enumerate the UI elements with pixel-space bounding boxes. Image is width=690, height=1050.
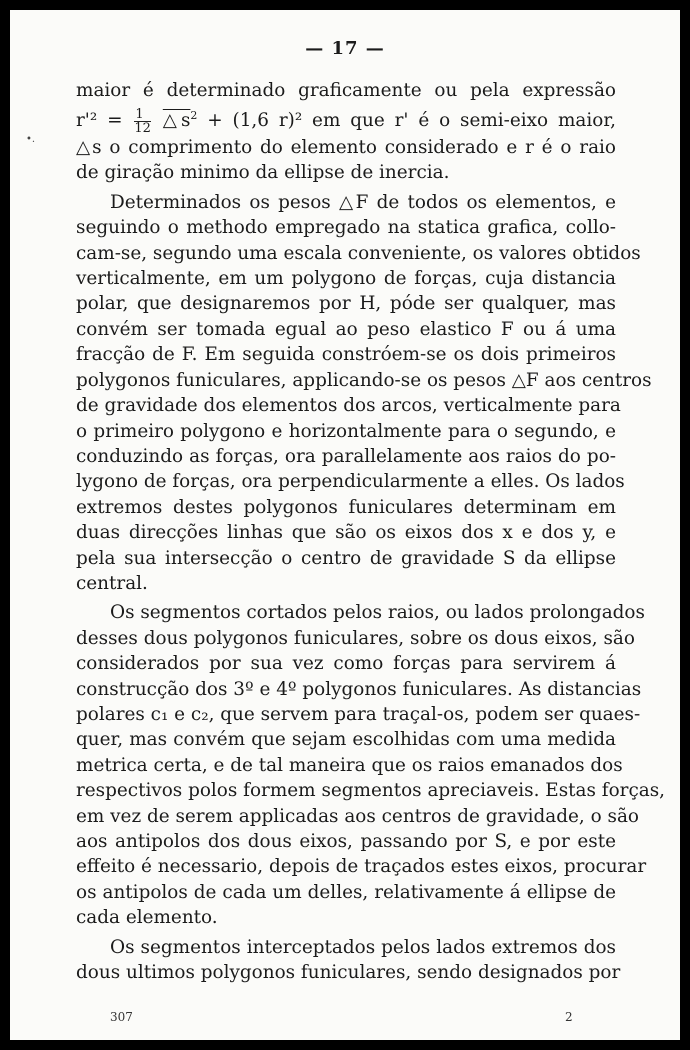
text-line: o primeiro polygono e horizontalmente para o segundo, e — [76, 420, 616, 442]
text-line: polares c₁ e c₂, que servem para traçal-os, podem ser quaes- — [76, 703, 641, 725]
formula-lhs: r'² = — [76, 110, 123, 132]
page-number: — 17 — — [305, 38, 385, 59]
formula-line — [76, 103, 616, 135]
fraction-denominator: 12 — [134, 121, 151, 137]
text-line: polygonos funiculares, applicando-se os pesos △F aos centros — [76, 369, 652, 391]
body-text — [76, 78, 666, 989]
text-line: os antipolos de cada um delles, relativamente á ellipse de — [76, 881, 616, 903]
text-line: considerados por sua vez como forças para servirem á — [76, 653, 616, 675]
text-line: verticalmente, em um polygono de forças, cuja distancia — [76, 268, 616, 290]
text-line: seguindo o methodo empregado na statica grafica, collo- — [76, 217, 616, 239]
text-line: cada elemento. — [76, 907, 218, 929]
text-line: effeito é necessario, depois de traçados estes eixos, procurar — [76, 856, 647, 878]
text-line: polar, que designaremos por H, póde ser qualquer, mas — [76, 293, 616, 315]
text-line: pela sua intersecção o centro de gravidade S da ellipse — [76, 547, 616, 569]
text-line: fracção de F. Em seguida constróem-se os dois primeiros — [76, 344, 616, 366]
text-line: desses dous polygonos funiculares, sobre os dous eixos, são — [76, 627, 635, 649]
text-line: △s o comprimento do elemento considerado e r é o raio — [76, 137, 616, 159]
fraction-numerator: 1 — [134, 108, 151, 122]
text-line: cam-se, segundo uma escala conveniente, os valores obtidos — [76, 242, 641, 264]
text-line: lygono de forças, ora perpendicularmente a elles. Os lados — [76, 471, 625, 493]
text-line: maior é determinado graficamente ou pela expressão — [76, 80, 616, 101]
text-line: Os segmentos interceptados pelos lados extremos dos — [110, 936, 616, 958]
paragraph-3 — [76, 600, 666, 930]
text-line: metrica certa, e de tal maneira que os raios emanados dos — [76, 754, 623, 776]
text-line: convém ser tomada egual ao peso elastico F ou á uma — [76, 318, 616, 340]
page — [10, 10, 680, 1040]
text-line: aos antipolos dos dous eixos, passando por S, e por este — [76, 831, 616, 852]
text-line: construcção dos 3º e 4º polygonos funiculares. As distancias — [76, 678, 642, 700]
text-line: quer, mas convém que sejam escolhidas com uma medida — [76, 729, 616, 751]
text-line: dous ultimos polygonos funiculares, sendo designados por — [76, 962, 621, 984]
signature-mark-right: 2 — [565, 1010, 573, 1024]
text-line: central. — [76, 572, 148, 594]
text-line: de giração minimo da ellipse de inercia. — [76, 162, 450, 184]
paragraph-2 — [76, 190, 652, 597]
text-line: conduzindo as forças, ora parallelamente aos raios do po- — [76, 445, 616, 467]
text-line: Os segmentos cortados pelos raios, ou lados prolongados — [110, 602, 645, 624]
text-line: Determinados os pesos △F de todos os elementos, e — [110, 191, 616, 213]
paragraph-4 — [76, 935, 621, 986]
margin-mark: •. — [26, 134, 36, 145]
text-line: em vez de serem applicadas aos centros de gravidade, o são — [76, 805, 639, 827]
text-line: duas direcções linhas que são os eixos dos x e dos y, e — [76, 522, 616, 544]
text-line: extremos destes polygonos funiculares determinam em — [76, 496, 616, 518]
formula-delta: △s — [162, 110, 191, 132]
formula-fraction — [134, 108, 151, 135]
text-line: de gravidade dos elementos dos arcos, verticalmente para — [76, 395, 621, 417]
text-line: respectivos polos formem segmentos apreciaveis. Estas forças, — [76, 780, 666, 802]
signature-mark-left: 307 — [110, 1010, 133, 1024]
formula-rest: + (1,6 r)² em que r' é o semi-eixo maior, — [207, 110, 616, 132]
paragraph-1 — [76, 78, 616, 186]
formula-exponent: 2 — [190, 109, 198, 123]
